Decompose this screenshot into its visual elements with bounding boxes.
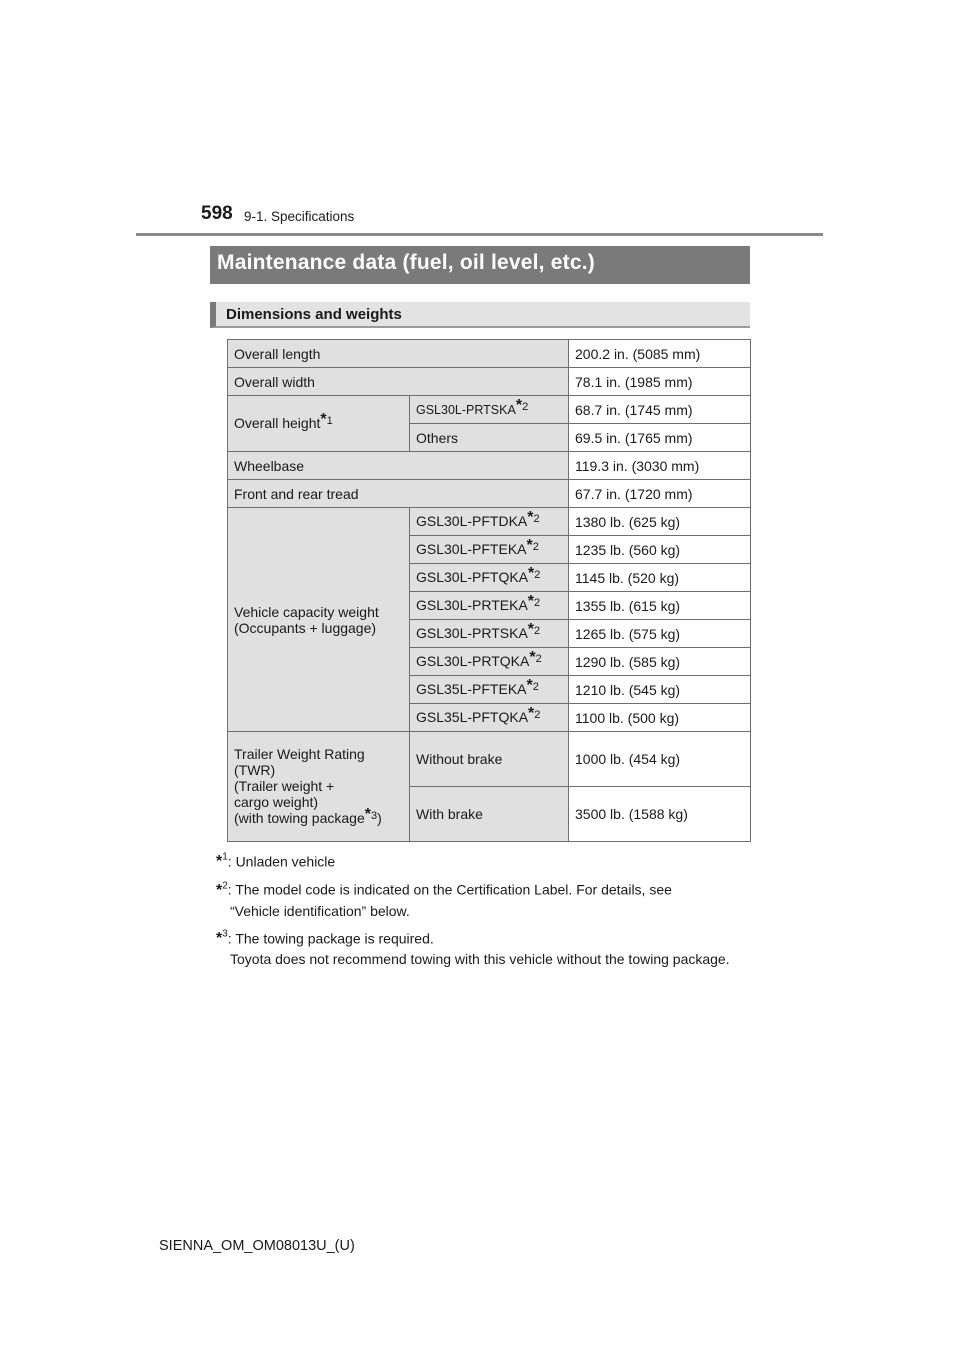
footnote-mark: *2 xyxy=(527,621,541,638)
row-label: Overall length xyxy=(228,340,569,368)
table-row xyxy=(228,368,751,396)
subtitle-bar xyxy=(210,302,750,328)
model-cell: GSL35L-PFTQKA$^{*2}$ xyxy=(410,704,569,732)
footnotes xyxy=(216,848,746,973)
row-value: 1145 lb. (520 kg) xyxy=(569,564,751,592)
footnote xyxy=(216,876,746,920)
trailer-label-line: cargo weight) xyxy=(234,794,319,810)
trailer-label-line: Trailer Weight Rating xyxy=(234,746,365,762)
row-value: 1000 lb. (454 kg) xyxy=(569,732,751,787)
model-cell: GSL30L-PRTQKA$^{*2}$ xyxy=(410,648,569,676)
model-cell: GSL30L-PFTQKA$^{*2}$ xyxy=(410,564,569,592)
table-row xyxy=(228,508,751,536)
model-cell: GSL30L-PFTDKA$^{*2}$ xyxy=(410,508,569,536)
footnote-mark: *$^1$ xyxy=(216,852,228,871)
trailer-label-line: (TWR) xyxy=(234,762,276,778)
footnote-text: : The towing package is required. xyxy=(227,929,434,946)
row-label xyxy=(228,508,410,732)
footnote-mark: *2 xyxy=(528,565,541,582)
main-title-bar xyxy=(210,246,750,284)
footnote-text: : Unladen vehicle xyxy=(227,853,336,870)
row-value: 1380 lb. (625 kg) xyxy=(569,508,751,536)
row-value: 1355 lb. (615 kg) xyxy=(569,592,751,620)
condition-cell: Without brake xyxy=(410,732,569,787)
footnote-text: Toyota does not recommend towing with this vehicle without the towing package. xyxy=(230,950,730,967)
row-value: 78.1 in. (1985 mm) xyxy=(569,368,751,396)
row-value: 3500 lb. (1588 kg) xyxy=(569,787,751,842)
row-value: 200.2 in. (5085 mm) xyxy=(569,340,751,368)
footnote-mark: *1 xyxy=(320,411,333,428)
section-subtitle: Dimensions and weights xyxy=(226,306,402,323)
dimensions-table xyxy=(227,339,751,842)
row-value: 1265 lb. (575 kg) xyxy=(569,620,751,648)
capacity-label-line: Vehicle capacity weight xyxy=(234,603,379,620)
model-cell: GSL30L-PRTEKA$^{*2}$ xyxy=(410,592,569,620)
row-label xyxy=(228,396,410,452)
page-title: Maintenance data (fuel, oil level, etc.) xyxy=(217,251,595,274)
header-divider xyxy=(136,233,823,236)
page-number: 598 xyxy=(201,203,233,224)
footnote-mark: *2 xyxy=(527,593,541,610)
condition-cell: With brake xyxy=(410,787,569,842)
table-row xyxy=(228,340,751,368)
capacity-label-line: (Occupants + luggage) xyxy=(234,619,377,636)
row-value: 68.7 in. (1745 mm) xyxy=(569,396,751,424)
model-cell: GSL35L-PFTEKA$^{*2}$ xyxy=(410,676,569,704)
row-value: 1290 lb. (585 kg) xyxy=(569,648,751,676)
row-value: 69.5 in. (1765 mm) xyxy=(569,424,751,452)
footnote-mark: *2 xyxy=(515,397,529,414)
footnote-mark: *$^2$ xyxy=(216,880,228,899)
trailer-label-line: (with towing package$^{*3}$) xyxy=(234,806,382,826)
model-cell: GSL30L-PRTSKA$^{*2}$ xyxy=(410,396,569,424)
footnote-mark: *3 xyxy=(364,806,378,823)
footnote-mark: *2 xyxy=(526,677,539,694)
row-value: 1100 lb. (500 kg) xyxy=(569,704,751,732)
model-cell: GSL30L-PFTEKA$^{*2}$ xyxy=(410,536,569,564)
row-value: 1210 lb. (545 kg) xyxy=(569,676,751,704)
table-row xyxy=(228,396,751,424)
footnote xyxy=(216,925,746,969)
footnote xyxy=(216,848,746,872)
section-label: 9-1. Specifications xyxy=(244,209,355,224)
row-value: 1235 lb. (560 kg) xyxy=(569,536,751,564)
row-label: Overall width xyxy=(228,368,569,396)
footnote-mark: *2 xyxy=(529,649,542,666)
table-row xyxy=(228,732,751,787)
table-row xyxy=(228,480,751,508)
table-row xyxy=(228,452,751,480)
document-code: SIENNA_OM_OM08013U_(U) xyxy=(159,1238,355,1254)
overall-height-label: Overall height xyxy=(234,415,321,431)
row-label: Front and rear tread xyxy=(228,480,569,508)
row-label xyxy=(228,732,410,842)
footnote-text: : The model code is indicated on the Certification Label. For details, see xyxy=(227,881,672,898)
row-value: 119.3 in. (3030 mm) xyxy=(569,452,751,480)
trailer-label-line: (Trailer weight + xyxy=(234,778,335,794)
model-cell: GSL30L-PRTSKA$^{*2}$ xyxy=(410,620,569,648)
footnote-mark: *2 xyxy=(527,509,540,526)
footnote-mark: *$^3$ xyxy=(216,928,228,947)
model-cell: Others xyxy=(410,424,569,452)
footnote-mark: *2 xyxy=(528,705,541,722)
row-value: 67.7 in. (1720 mm) xyxy=(569,480,751,508)
footnote-text: “Vehicle identification” below. xyxy=(230,902,410,919)
footnote-mark: *2 xyxy=(526,537,539,554)
row-label: Wheelbase xyxy=(228,452,569,480)
